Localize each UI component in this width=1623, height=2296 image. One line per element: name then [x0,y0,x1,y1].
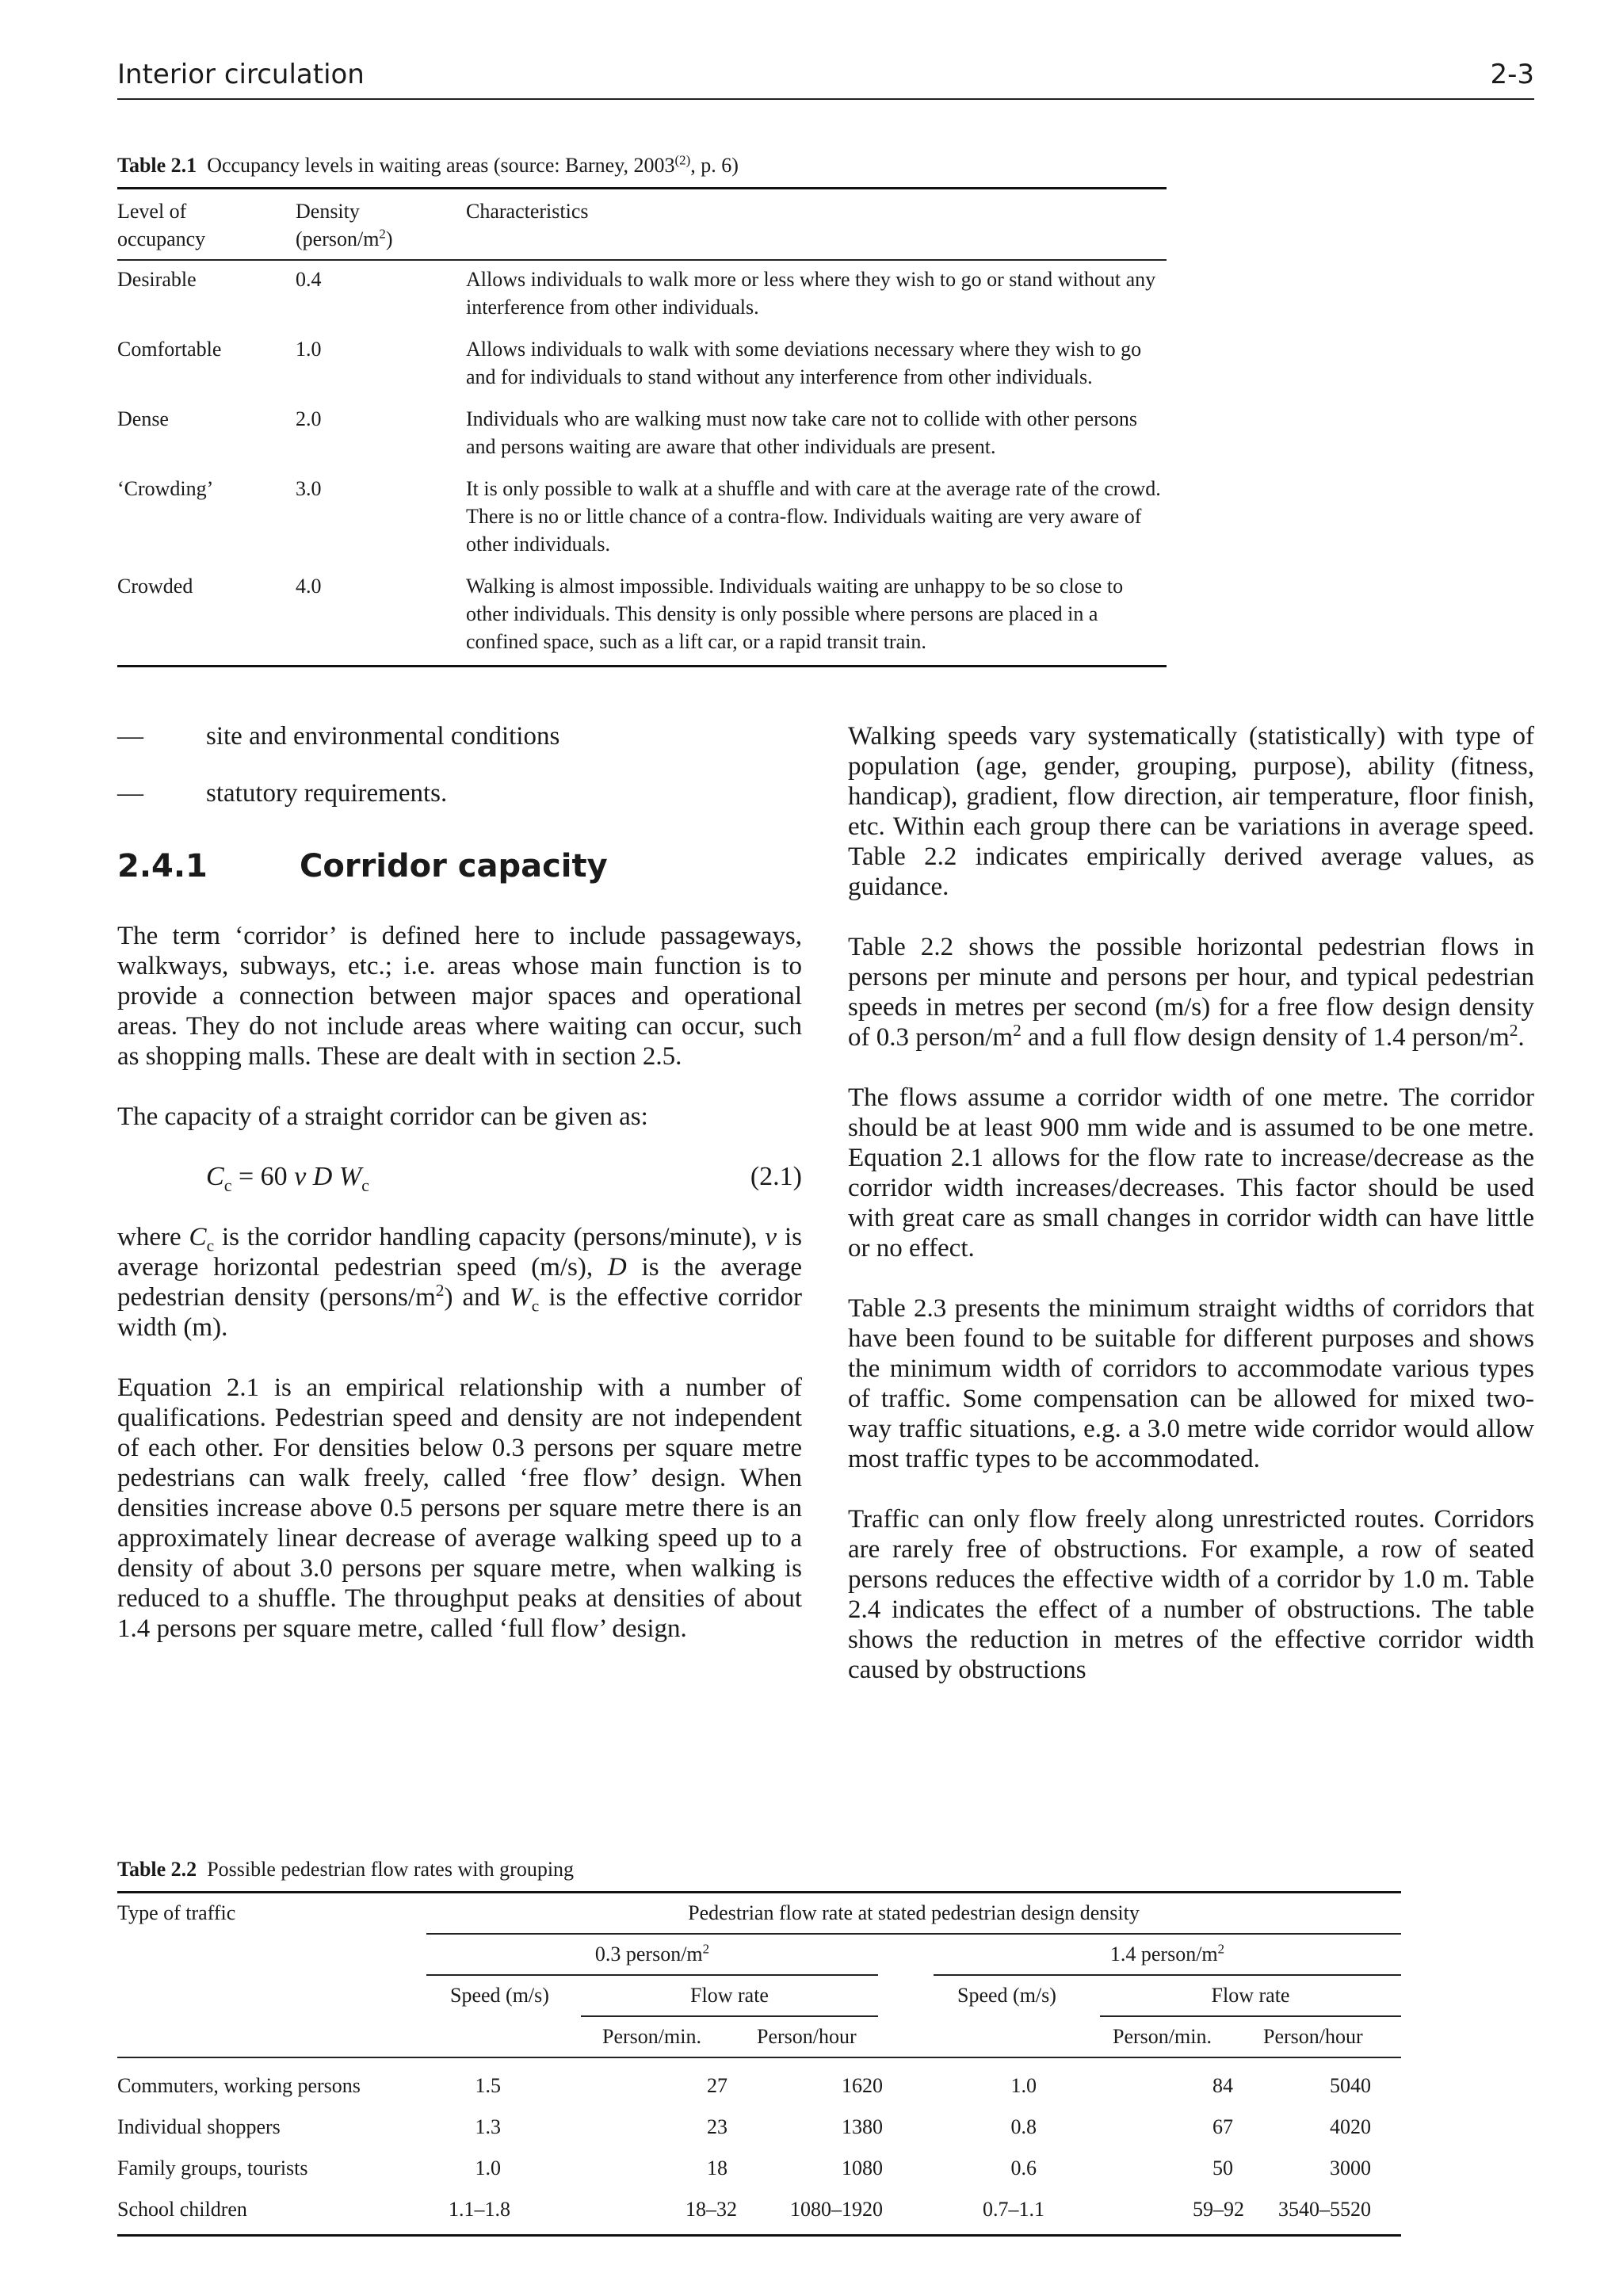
equation-2-1 [117,1162,802,1195]
header-speed-b: Speed (m/s) [957,1984,1056,2007]
header-density-a [426,1943,878,1966]
table-row [117,400,1167,470]
eq-symbol-c: C [206,1162,224,1191]
eq-sub-w: c [361,1175,369,1195]
right-column [848,721,1534,1685]
per-min-cell: 18–32 [685,2198,737,2221]
where-symbol: W [510,1283,532,1312]
paragraph: The flows assume a corridor width of one metre. The corridor should be at least 900 mm wide and is assumed to be one metre. Equation 2.1 allows for the flow rate to increase/decrease as the corridor width increases/decreases. This factor should be used with great care as small changes in corridor width can have little or no effect. [848,1083,1534,1263]
where-text: ) and [444,1283,510,1312]
header-level-line2: occupancy [117,227,206,250]
where-symbol: D [607,1253,627,1282]
para-sup: 2 [1013,1021,1022,1040]
speed-cell: 0.7–1.1 [983,2198,1044,2221]
header-span: Pedestrian flow rate at stated pedestrian design density [688,1901,1140,1924]
density-sup: 2 [1217,1941,1225,1957]
level-cell: Crowded [117,575,193,598]
per-min-cell: 23 [707,2115,727,2138]
where-sup: 2 [435,1281,445,1300]
table-row [117,470,1167,567]
paragraph: The term ‘corridor’ is defined here to include passageways, walkways, subways, etc.; i.e. areas whose main function is to provide a connection between major spaces and operational areas. They do not include areas where waiting can occur, such as shopping malls. These are dealt with in section 2.5. [117,922,802,1071]
running-header-section: Interior circulation [117,59,365,90]
header-density-close: ) [385,227,393,250]
caption-text: Occupancy levels in waiting areas (source: Barney, 2003 [207,154,675,177]
level-cell: Comfortable [117,338,222,361]
equation-body [206,1162,369,1195]
per-hour-cell: 5040 [1330,2074,1371,2097]
density-a-text: 0.3 person/m [594,1943,703,1966]
paragraph: Table 2.3 presents the minimum straight widths of corridors that have been found to be suitable for different purposes and shows the minimum width of corridors to accommodate various types of traffic. Some compensation can be allowed for mixed two-way traffic situations, e.g. a 3.0 metre wide corridor would allow most traffic types to be accommodated. [848,1294,1534,1473]
left-column [117,721,802,1644]
paragraph: Walking speeds vary systematically (statistically) with type of population (age, gender, grouping, purpose), ability (fitness, handicap), gradient, flow direction, air temperature, floor finish, etc. Within each group there can be variations in average speed. Table 2.2 indicates empirically derived average values, as guidance. [848,722,1534,901]
per-min-cell: 27 [707,2074,727,2097]
per-hour-cell: 3000 [1330,2157,1371,2179]
list-item-text: statutory requirements. [206,779,448,808]
table-row [117,2188,1401,2229]
section-title: Corridor capacity [300,848,608,884]
eq-mid: = 60 [231,1162,295,1191]
where-symbol: v [765,1223,777,1251]
paragraph: Traffic can only flow freely along unrestricted routes. Corridors are rarely free of obstructions. For example, a row of seated persons reduces the effective width of a corridor by 1.0 m. Table 2.4 indicates the effect of a number of obstructions. The table shows the reduction in metres of the effective corridor width caused by obstructions [848,1505,1534,1684]
characteristics-cell: It is only possible to walk at a shuffle and with care at the average rate of the crowd. There is no or little chance of a contra-flow. Individuals waiting are very aware of other individuals. [466,477,1161,556]
speed-cell: 1.0 [475,2157,501,2179]
type-cell: Individual shoppers [117,2115,281,2138]
caption-tail: , p. 6) [690,154,739,177]
paragraph-where [117,1222,802,1343]
type-cell: Commuters, working persons [117,2074,361,2097]
header-per-min-b: Person/min. [1113,2025,1212,2048]
header-speed-a: Speed (m/s) [450,1984,549,2007]
list-item-text: site and environmental conditions [206,722,560,751]
header-density [296,197,466,253]
paragraph: The capacity of a straight corridor can be given as: [117,1102,648,1131]
level-cell: Dense [117,407,169,430]
characteristics-cell: Allows individuals to walk more or less where they wish to go or stand without any interference from other individuals. [466,268,1156,319]
header-row-1 [117,1893,1401,1935]
speed-cell: 0.8 [1010,2115,1037,2138]
header-rule [117,98,1534,100]
header-density-line1: Density [296,200,360,223]
speed-cell: 1.5 [475,2074,501,2097]
table-2-2 [117,1891,1401,2237]
caption-label: Table 2.2 [117,1858,197,1881]
dash-mark: — [117,779,143,808]
header-characteristics: Characteristics [466,200,589,223]
per-hour-cell: 3540–5520 [1278,2198,1371,2221]
per-min-cell: 84 [1212,2074,1233,2097]
where-text: is the corridor handling capacity (persons/minute), [214,1223,766,1251]
per-min-cell: 59–92 [1193,2198,1244,2221]
density-cell: 2.0 [296,407,322,430]
table-2-1-caption [117,154,739,178]
per-hour-cell: 1080–1920 [790,2198,883,2221]
equation-number: (2.1) [750,1162,802,1191]
para-text: Table 2.2 shows the possible horizontal pedestrian flows in persons per minute and persons per hour, and typical pedestrian speeds in metres per second (m/s) for a free flow design density of 0.3 person/m [848,933,1534,1052]
section-heading [117,848,802,884]
speed-cell: 1.0 [1010,2074,1037,2097]
speed-cell: 1.3 [475,2115,501,2138]
level-cell: ‘Crowding’ [117,477,214,500]
eq-sub-c: c [223,1175,232,1195]
where-text: where [117,1223,189,1251]
header-row-3 [117,1976,1401,2017]
para-text: . [1518,1023,1525,1052]
where-text: is the effective corridor width (m). [117,1283,803,1342]
header-rule [117,2057,1401,2058]
para-text: and a full flow design density of 1.4 person/m [1021,1023,1510,1052]
characteristics-cell: Individuals who are walking must now take care not to collide with other persons and persons waiting are aware that other individuals are present. [466,407,1137,458]
density-sup: 2 [702,1941,710,1957]
caption-text: Possible pedestrian flow rates with grouping [207,1858,575,1881]
header-level-line1: Level of [117,200,187,223]
type-cell: School children [117,2198,247,2221]
header-type-of-traffic: Type of traffic [117,1901,236,1924]
header-per-min-a: Person/min. [602,2025,701,2048]
header-row-2 [117,1935,1401,1976]
header-per-hour-a: Person/hour [757,2025,857,2048]
section-number: 2.4.1 [117,848,208,884]
header-density-b [934,1943,1401,1966]
density-cell: 0.4 [296,268,322,291]
eq-symbol-v: v [294,1162,307,1191]
table-row [117,261,1167,330]
table-row [117,330,1167,400]
density-cell: 3.0 [296,477,322,500]
header-level [117,197,296,253]
para-sup: 2 [1509,1021,1518,1040]
table-row [117,2106,1401,2147]
per-hour-cell: 1620 [842,2074,883,2097]
header-row-4 [117,2017,1401,2058]
characteristics-cell: Allows individuals to walk with some deviations necessary where they wish to go and for individuals to stand without any interference from other individuals. [466,338,1142,388]
page-number: 2-3 [1490,59,1534,90]
header-density-sup: 2 [379,226,386,242]
per-hour-cell: 1080 [842,2157,883,2179]
table-row [117,2065,1401,2106]
speed-cell: 0.6 [1010,2157,1037,2179]
header-per-hour-b: Person/hour [1263,2025,1363,2048]
caption-ref: (2) [674,152,691,168]
table-2-1 [117,187,1167,667]
per-min-cell: 67 [1212,2115,1233,2138]
eq-symbol-w: W [338,1162,362,1191]
caption-label: Table 2.1 [117,154,197,177]
where-sub: c [206,1236,215,1255]
table-row [117,2147,1401,2188]
where-text: is the average pedestrian density (persons/m [117,1253,802,1312]
where-sub: c [531,1296,540,1316]
where-text: is average horizontal pedestrian speed (m/s), [117,1223,803,1282]
per-min-cell: 18 [707,2157,727,2179]
table-row [117,567,1167,665]
per-hour-cell: 4020 [1330,2115,1371,2138]
where-symbol: C [189,1223,207,1251]
density-b-text: 1.4 person/m [1109,1943,1218,1966]
per-hour-cell: 1380 [842,2115,883,2138]
header-density-unit: (person/m [296,227,380,250]
header-flow-rate-a: Flow rate [690,1984,769,2007]
dash-mark: — [117,722,143,751]
eq-symbol-d: D [306,1162,339,1191]
list-item [117,778,802,808]
type-cell: Family groups, tourists [117,2157,308,2179]
per-min-cell: 50 [1212,2157,1233,2179]
level-cell: Desirable [117,268,197,291]
header-flow-rate-b: Flow rate [1211,1984,1290,2007]
table-header-row [117,189,1167,261]
speed-cell: 1.1–1.8 [449,2198,510,2221]
characteristics-cell: Walking is almost impossible. Individuals waiting are unhappy to be so close to other individuals. This density is only possible where persons are placed in a confined space, such as a lift car, or a rapid transit train. [466,575,1124,653]
list-item [117,721,802,751]
density-cell: 1.0 [296,338,322,361]
density-cell: 4.0 [296,575,322,598]
table-2-2-caption [117,1858,574,1881]
paragraph-flows [848,932,1534,1052]
paragraph: Equation 2.1 is an empirical relationship with a number of qualifications. Pedestrian speed and density are not independent of each other. For densities below 0.3 persons per square metre pedestrians can walk freely, called ‘free flow’ design. When densities increase above 0.5 persons per square metre there is an approximately linear decrease of average walking speed up to a density of about 3.0 persons per square metre, when walking is reduced to a shuffle. The throughput peaks at densities of about 1.4 persons per square metre, called ‘full flow’ design. [117,1373,802,1643]
